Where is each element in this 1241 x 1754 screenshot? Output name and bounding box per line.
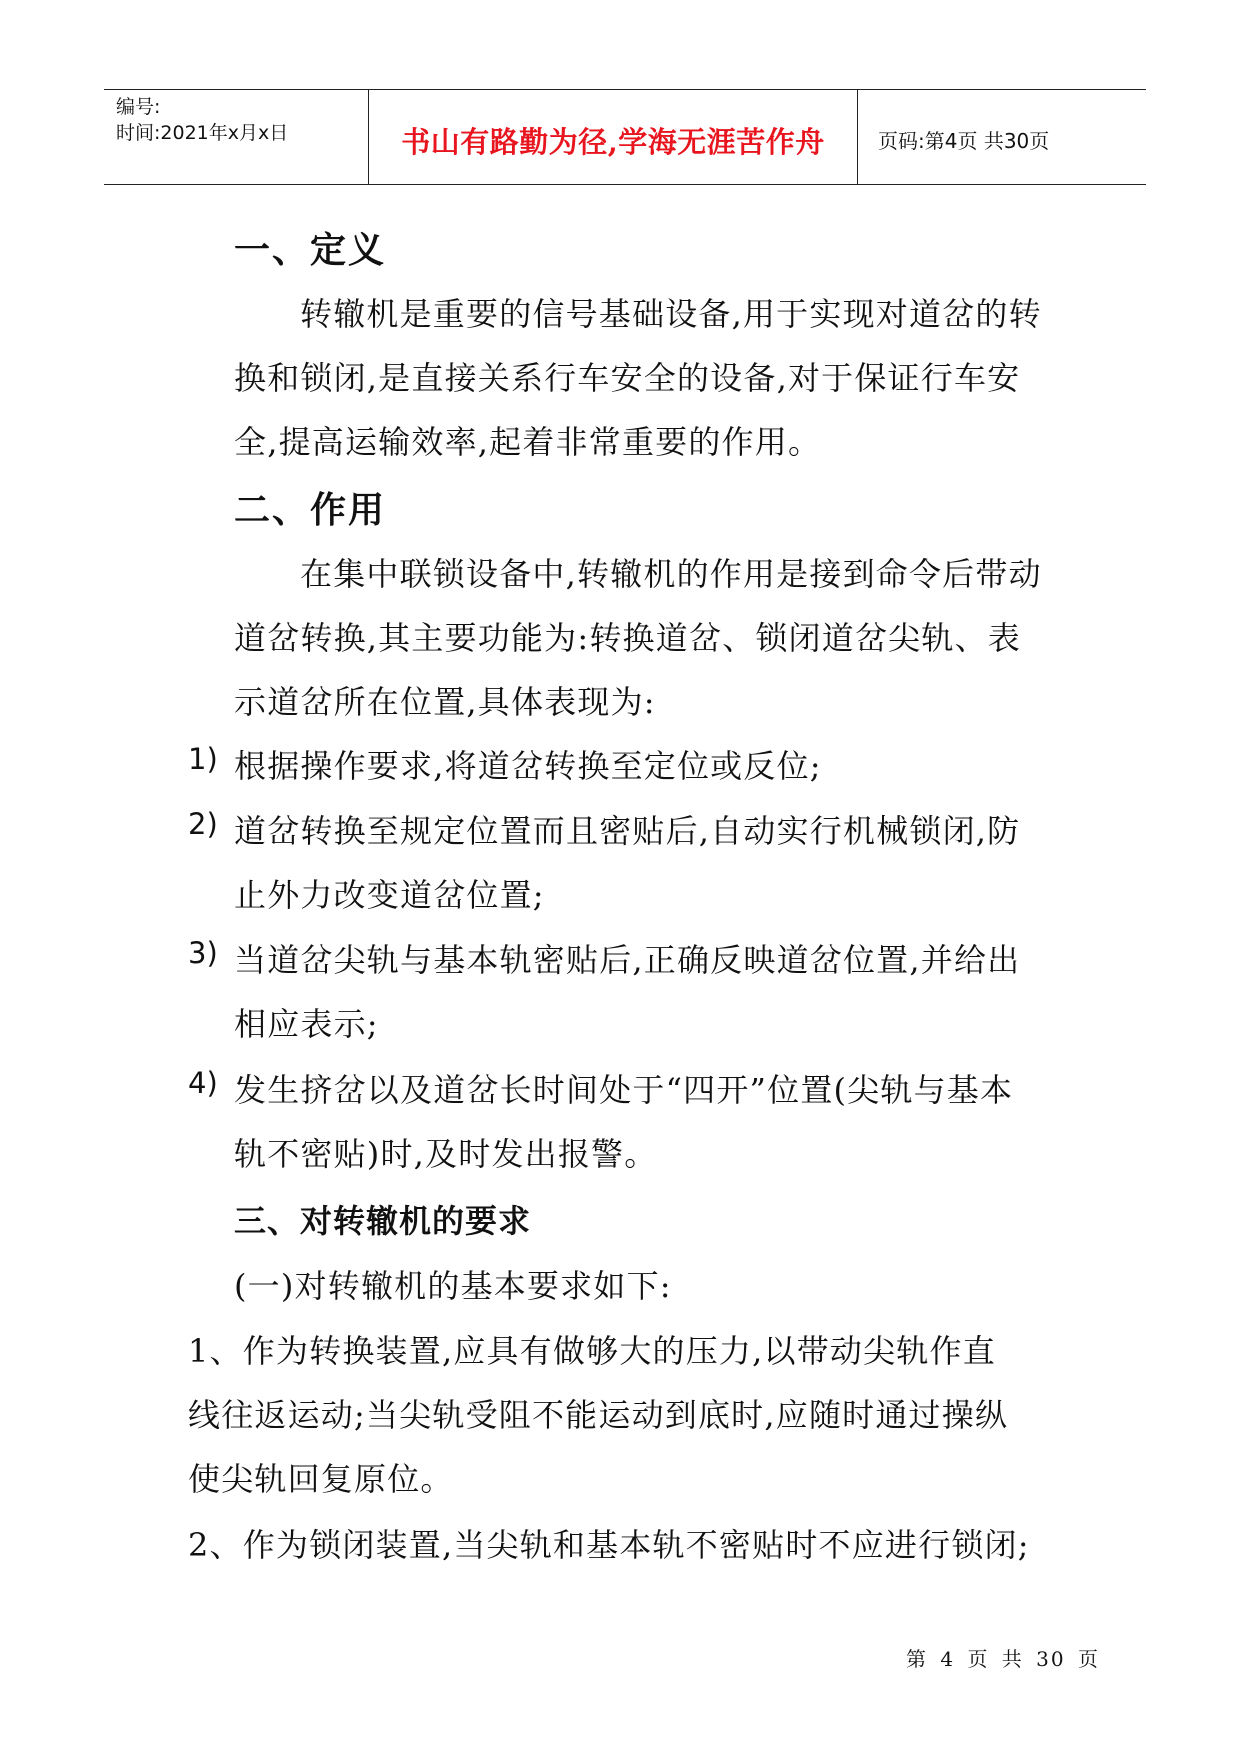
paragraph-line: 示道岔所在位置,具体表现为:	[234, 683, 656, 721]
subsection-title: (一)对转辙机的基本要求如下:	[234, 1267, 672, 1305]
list-item-text: 轨不密贴)时,及时发出报警。	[234, 1135, 658, 1173]
list-item-text: 发生挤岔以及道岔长时间处于“四开”位置(尖轨与基本	[234, 1071, 1014, 1109]
list-item-number: 4)	[188, 1066, 218, 1100]
list-item-number: 3)	[188, 936, 218, 970]
paragraph-line: 道岔转换,其主要功能为:转换道岔、锁闭道岔尖轨、表	[234, 619, 1021, 657]
header-motto-cell	[368, 90, 858, 184]
paragraph-line: 2、作为锁闭装置,当尖轨和基本轨不密贴时不应进行锁闭;	[188, 1526, 1030, 1564]
document-time-label: 时间:2021年x月x日	[116, 122, 289, 144]
paragraph-line: 全,提高运输效率,起着非常重要的作用。	[234, 423, 822, 461]
header-left-cell	[104, 90, 368, 184]
section-title-function: 二、作用	[234, 490, 387, 531]
page-footer: 第 4 页 共 30 页	[906, 1647, 1100, 1671]
document-header	[104, 89, 1146, 185]
paragraph-line: 1、作为转换装置,应具有做够大的压力,以带动尖轨作直	[188, 1332, 996, 1370]
list-item-text: 道岔转换至规定位置而且密贴后,自动实行机械锁闭,防	[234, 812, 1021, 850]
page-code: 页码:第4页 共30页	[878, 129, 1050, 153]
list-item-text: 当道岔尖轨与基本轨密贴后,正确反映道岔位置,并给出	[234, 941, 1021, 979]
motto-text: 书山有路勤为径,学海无涯苦作舟	[401, 125, 825, 159]
list-item-text: 止外力改变道岔位置;	[234, 876, 545, 914]
paragraph-line: 换和锁闭,是直接关系行车安全的设备,对于保证行车安	[234, 359, 1021, 397]
paragraph-line: 线往返运动;当尖轨受阻不能运动到底时,应随时通过操纵	[188, 1396, 1009, 1434]
list-item-text: 相应表示;	[234, 1005, 379, 1043]
paragraph-line: 在集中联锁设备中,转辙机的作用是接到命令后带动	[300, 555, 1042, 593]
list-item-text: 根据操作要求,将道岔转换至定位或反位;	[234, 747, 822, 785]
section-title-definition: 一、定义	[234, 230, 387, 271]
list-item-number: 1)	[188, 742, 218, 776]
list-item-number: 2)	[188, 807, 218, 841]
paragraph-line: 使尖轨回复原位。	[188, 1460, 454, 1498]
section-title-requirements: 三、对转辙机的要求	[234, 1202, 532, 1240]
paragraph-line: 转辙机是重要的信号基础设备,用于实现对道岔的转	[300, 295, 1042, 333]
header-page-cell	[858, 90, 1146, 184]
document-number-label: 编号:	[116, 96, 161, 118]
